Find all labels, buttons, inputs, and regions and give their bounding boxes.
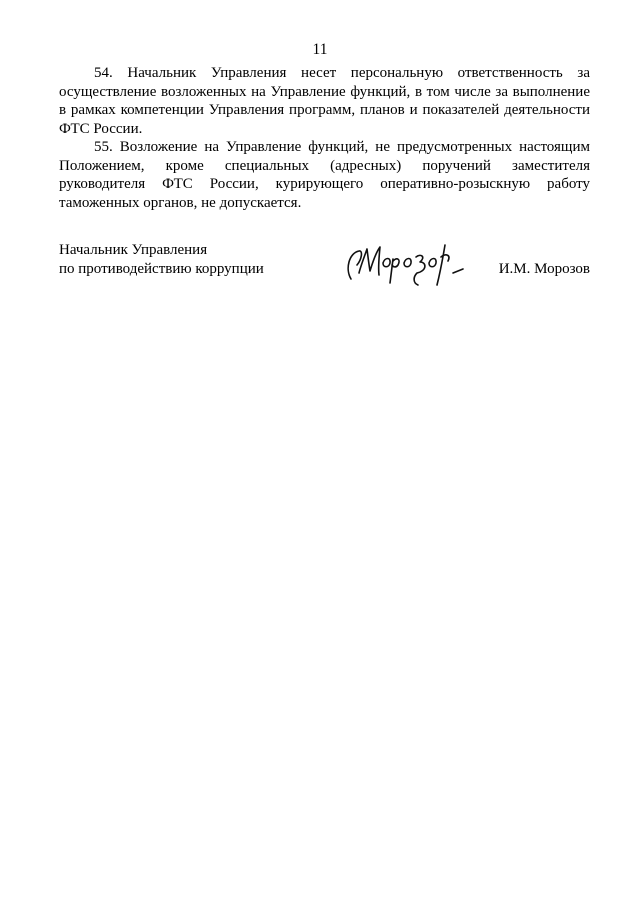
page-number: 11: [312, 41, 328, 58]
signer-name: И.М. Морозов: [498, 261, 590, 277]
signature-block: [59, 241, 590, 301]
paragraph-55: 55. Возложение на Управление функций, не предусмотренных настоящим Положением, кроме специальных (адресных) поручений заместителя руководителя ФТС России, курирующего оперативно-розыскную работу таможенных органов, не допускается.: [59, 139, 590, 211]
handwritten-signature: [343, 239, 473, 291]
signer-position-line-2: по противодействию коррупции: [59, 260, 264, 277]
signer-position-line-1: Начальник Управления: [59, 242, 208, 258]
paragraph-54: 54. Начальник Управления несет персональную ответственность за осуществление возложенных на Управление функций, в том числе за выполнение в рамках компетенции Управления программ, планов и показателей деятельности ФТС России.: [59, 65, 590, 137]
document-body: [59, 64, 590, 212]
signer-position: [59, 241, 319, 278]
